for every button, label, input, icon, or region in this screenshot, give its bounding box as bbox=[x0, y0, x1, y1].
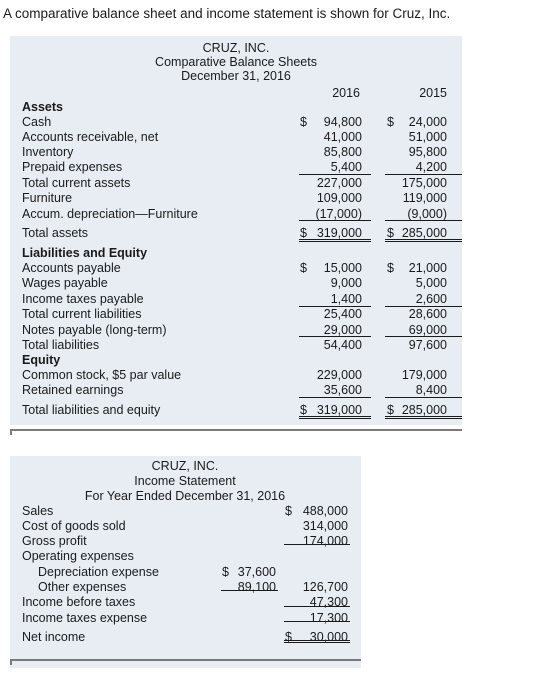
bs-row-label: Total liabilities and equity bbox=[22, 403, 161, 417]
dollar-sign-2015: $ bbox=[387, 115, 394, 129]
section-liabilities-equity: Liabilities and Equity bbox=[22, 246, 148, 260]
bs-value-2016: 54,400 bbox=[323, 338, 362, 352]
intro-text: A comparative balance sheet and income statement is shown for Cruz, Inc. bbox=[3, 6, 451, 21]
bs-value-2016: 85,800 bbox=[323, 145, 362, 159]
bs-value-2015: 179,000 bbox=[401, 368, 447, 382]
bs-value-2015: 5,000 bbox=[415, 276, 447, 290]
bs-value-2015: 175,000 bbox=[401, 176, 447, 190]
dollar-sign-outer: $ bbox=[285, 504, 292, 518]
is-outer-value: 126,700 bbox=[302, 580, 348, 594]
dollar-sign-2015: $ bbox=[387, 261, 394, 275]
is-row-label: Other expenses bbox=[38, 580, 127, 594]
bs-value-2015: 97,600 bbox=[408, 338, 447, 352]
bs-value-2015: 24,000 bbox=[408, 115, 447, 129]
bs-value-2016: (17,000) bbox=[315, 207, 362, 221]
income-statement-panel bbox=[10, 456, 361, 668]
is-row-label: Operating expenses bbox=[22, 549, 134, 563]
column-header-2016: 2016 bbox=[332, 86, 360, 100]
bs-value-2016: 1,400 bbox=[330, 292, 362, 306]
column-header-2015: 2015 bbox=[419, 86, 447, 100]
is-panel-corner bbox=[10, 659, 12, 665]
bs-value-2016: 35,600 bbox=[323, 383, 362, 397]
dollar-sign-outer: $ bbox=[285, 630, 292, 644]
bs-value-2015: 28,600 bbox=[408, 307, 447, 321]
dollar-sign-2016: $ bbox=[300, 226, 307, 240]
double-rule-net-income bbox=[284, 640, 350, 643]
rule-2016-income-tax bbox=[299, 306, 371, 307]
is-company-name: CRUZ, INC. bbox=[151, 459, 219, 473]
double-rule-2015-total-assets bbox=[385, 239, 462, 242]
bs-row-label: Notes payable (long-term) bbox=[22, 323, 167, 337]
is-outer-value: 174,000 bbox=[302, 534, 348, 548]
rule-2015-notes bbox=[385, 336, 462, 337]
bs-panel-corner bbox=[10, 429, 12, 435]
bs-row-label: Retained earnings bbox=[22, 383, 124, 397]
dollar-sign-2016: $ bbox=[300, 115, 307, 129]
bs-row-label: Cash bbox=[22, 115, 52, 129]
is-outer-value: 17,300 bbox=[309, 611, 348, 625]
bs-row-label: Total liabilities bbox=[22, 338, 100, 352]
bs-value-2016: 5,400 bbox=[330, 160, 362, 174]
bs-value-2015: 51,000 bbox=[408, 130, 447, 144]
double-rule-2016-total-assets bbox=[299, 239, 371, 242]
is-outer-value: 314,000 bbox=[302, 519, 348, 533]
double-rule-2015-total-le bbox=[385, 416, 462, 419]
bs-row-label: Accounts payable bbox=[22, 261, 121, 275]
is-statement-title: Income Statement bbox=[134, 474, 236, 488]
bs-value-2015: 95,800 bbox=[408, 145, 447, 159]
is-row-label: Sales bbox=[22, 504, 54, 518]
is-panel-bottom-border bbox=[10, 659, 361, 661]
rule-2015-prepaid bbox=[385, 174, 462, 175]
bs-value-2016: 9,000 bbox=[330, 276, 362, 290]
section-assets: Assets bbox=[22, 100, 63, 114]
is-outer-value: 488,000 bbox=[302, 504, 348, 518]
bs-value-2016: 29,000 bbox=[323, 323, 362, 337]
is-inner-value: 89,100 bbox=[237, 580, 276, 594]
double-rule-2016-total-le bbox=[299, 416, 371, 419]
rule-2015-retained bbox=[385, 397, 462, 398]
bs-value-2015: 2,600 bbox=[415, 292, 447, 306]
bs-company-name: CRUZ, INC. bbox=[202, 41, 270, 55]
rule-outer-cogs bbox=[284, 544, 350, 545]
bs-row-label: Total current assets bbox=[22, 176, 131, 190]
is-outer-value: 47,300 bbox=[309, 595, 348, 609]
bs-row-label: Accum. depreciation—Furniture bbox=[22, 207, 198, 221]
bs-value-2016: 227,000 bbox=[316, 176, 362, 190]
bs-value-2016: 319,000 bbox=[316, 403, 362, 417]
bs-value-2016: 41,000 bbox=[323, 130, 362, 144]
bs-value-2015: 285,000 bbox=[401, 226, 447, 240]
rule-2016-accum bbox=[299, 220, 371, 221]
dollar-sign-2015: $ bbox=[387, 226, 394, 240]
bs-statement-date: December 31, 2016 bbox=[181, 69, 291, 83]
bs-value-2015: 119,000 bbox=[402, 191, 447, 205]
bs-row-label: Common stock, $5 par value bbox=[22, 368, 182, 382]
is-row-label: Income taxes expense bbox=[22, 611, 148, 625]
bs-row-label: Prepaid expenses bbox=[22, 160, 123, 174]
bs-value-2016: 109,000 bbox=[316, 191, 362, 205]
bs-value-2015: 285,000 bbox=[401, 403, 447, 417]
bs-value-2015: 69,000 bbox=[408, 323, 447, 337]
bs-panel-bottom-border bbox=[10, 429, 462, 431]
bs-value-2016: 94,800 bbox=[323, 115, 362, 129]
bs-row-label: Income taxes payable bbox=[22, 292, 144, 306]
is-inner-value: 37,600 bbox=[237, 565, 276, 579]
rule-outer-income-tax bbox=[284, 606, 350, 607]
bs-value-2016: 15,000 bbox=[323, 261, 362, 275]
bs-row-label: Total current liabilities bbox=[22, 307, 142, 321]
bs-row-label: Inventory bbox=[22, 145, 74, 159]
bs-value-2016: 319,000 bbox=[316, 226, 362, 240]
is-row-label: Depreciation expense bbox=[38, 565, 159, 579]
is-statement-period: For Year Ended December 31, 2016 bbox=[84, 489, 286, 503]
balance-sheet-panel bbox=[10, 36, 462, 425]
bs-value-2015: (9,000) bbox=[407, 207, 447, 221]
rule-2016-retained bbox=[299, 397, 371, 398]
dollar-sign-2016: $ bbox=[300, 261, 307, 275]
is-row-label: Cost of goods sold bbox=[22, 519, 126, 533]
rule-outer-taxes-expense bbox=[284, 621, 350, 622]
dollar-sign-2016: $ bbox=[300, 403, 307, 417]
rule-inner-other-expenses bbox=[221, 590, 278, 591]
bs-row-label: Wages payable bbox=[22, 276, 108, 290]
bs-value-2015: 21,000 bbox=[408, 261, 447, 275]
bs-row-label: Furniture bbox=[22, 191, 73, 205]
is-outer-value: 30,000 bbox=[309, 630, 348, 644]
bs-value-2015: 8,400 bbox=[415, 383, 447, 397]
bs-value-2015: 4,200 bbox=[415, 160, 447, 174]
is-row-label: Income before taxes bbox=[22, 595, 136, 609]
rule-2015-income-tax bbox=[385, 306, 462, 307]
bs-row-label: Total assets bbox=[22, 226, 89, 240]
rule-2015-accum bbox=[385, 220, 462, 221]
is-row-label: Gross profit bbox=[22, 534, 87, 548]
dollar-sign-2015: $ bbox=[387, 403, 394, 417]
bs-value-2016: 25,400 bbox=[323, 307, 362, 321]
is-row-label: Net income bbox=[22, 630, 86, 644]
rule-2016-notes bbox=[299, 336, 371, 337]
dollar-sign-inner: $ bbox=[222, 565, 229, 579]
section-equity: Equity bbox=[22, 353, 61, 367]
bs-statement-title: Comparative Balance Sheets bbox=[155, 55, 317, 69]
bs-row-label: Accounts receivable, net bbox=[22, 130, 159, 144]
rule-2016-prepaid bbox=[299, 174, 371, 175]
bs-value-2016: 229,000 bbox=[316, 368, 362, 382]
